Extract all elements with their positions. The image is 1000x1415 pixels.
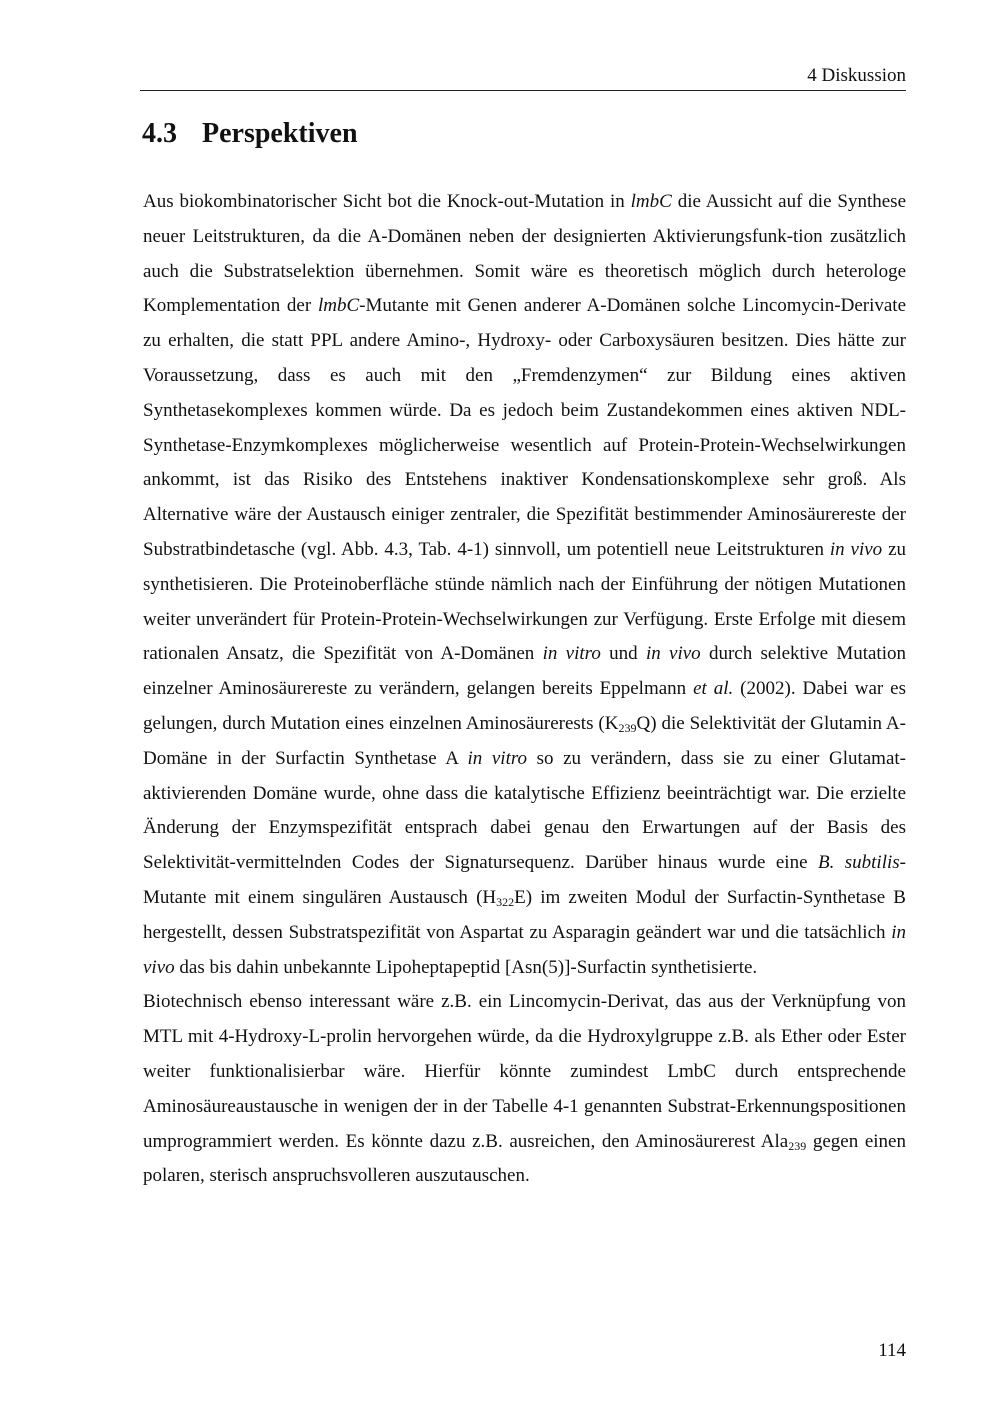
paragraph-perspectives-2 (143, 985, 906, 1194)
latin-term: in vitro (467, 747, 528, 769)
text-run: -Mutante mit Genen anderer A-Domänen solche Lincomycin-Derivate zu erhalten, die statt PPL andere Amino-, Hydroxy- oder Carboxysäuren besitzen. Dies hätte zur Voraussetzung, dass es auch mit den „Fremdenzymen“ zur Bildung eines aktiven Synthetasekomplexes kommen würde. Da es jedoch beim Zustandekommen eines aktiven NDL-Synthetase-Enzymkomplexes möglicherweise wesentlich auf Protein-Protein-Wechselwirkungen ankommt, ist das Risiko des Entstehens inaktiver Kondensationskomplexe sehr groß. Als Alternative wäre der Austausch einiger zentraler, die Spezifität bestimmender Aminosäurereste der Substratbindetasche (vgl. Abb. 4.3, Tab. 4-1) sinnvoll, um potentiell neue Leitstrukturen (143, 295, 906, 560)
gene-name: lmbC (630, 191, 672, 212)
text-run: -prolin hervorgehen würde, da die Hydroxylgruppe z.B. als Ether oder Ester weiter funktionalisierbar wäre. Hierfür könnte zumindest LmbC durch entsprechende Aminosäureaustausche in wenigen der in der Tabelle 4-1 genannten Substrat-Erkennungspositionen umprogrammiert werden. Es könnte dazu z.B. ausreichen, den Aminosäurerest Ala (143, 1026, 906, 1152)
text-run: gegen einen polaren, sterisch anspruchsvolleren auszutauschen. (143, 1130, 906, 1187)
residue-subscript: 322 (496, 894, 515, 909)
section-number: 4.3 (142, 118, 177, 149)
text-run: -Mutante mit einem singulären Austausch (H (143, 852, 906, 908)
running-header-chapter: 4 Diskussion (807, 65, 906, 86)
text-run: durch selektive Mutation einzelner Aminosäurereste zu verändern, gelangen bereits Eppelmann (143, 643, 906, 700)
text-run: die Aussicht auf die Synthese neuer Leitstrukturen, da die A-Domänen neben der designierten Aktivierungsfunk-tion zusätzlich auch die Substratselektion übernehmen. Somit wäre es theoretisch möglich durch heterologe Komplementation der (143, 191, 906, 317)
section-heading (142, 114, 358, 154)
text-run: Aus biokombinatorischer Sicht bot die Knock-out-Mutation in (143, 191, 631, 212)
body-text (143, 185, 906, 1194)
latin-term: in vivo (143, 921, 906, 978)
text-run: (2002). Dabei war es gelungen, durch Mutation eines einzelnen Aminosäurerests (K (143, 678, 906, 734)
section-title: Perspektiven (202, 118, 358, 149)
latin-term: in vitro (542, 643, 601, 665)
text-run: zu synthetisieren. Die Proteinoberfläche stünde nämlich nach der Einführung der nötigen Mutationen weiter unverändert für Protein-Protein-Wechselwirkungen zur Verfügung. Erste Erfolge mit diesem rationalen Ansatz, die Spezifität von A-Domänen (143, 538, 906, 665)
residue-subscript: 239 (788, 1138, 807, 1153)
page-number: 114 (878, 1340, 906, 1361)
citation-et-al: et al. (693, 678, 734, 700)
latin-term: in vivo (645, 643, 701, 665)
residue-subscript: 239 (618, 720, 637, 735)
text-run: Q) die Selektivität der Glutamin A-Domäne in der Surfactin Synthetase A (143, 712, 906, 769)
text-run: E) im zweiten Modul der Surfactin-Synthetase B hergestellt, dessen Substratspezifität von Aspartat zu Asparagin geändert war und die tatsächlich (143, 886, 906, 943)
latin-term: in vivo (829, 538, 883, 560)
text-run: Biotechnisch ebenso interessant wäre z.B. ein Lincomycin-Derivat, das aus der Verknüpfung von MTL mit 4-Hydroxy- (143, 991, 906, 1048)
species-name: B. subtilis (817, 852, 900, 874)
gene-name: lmbC (317, 295, 360, 317)
running-header (140, 62, 906, 91)
text-run: das bis dahin unbekannte Lipoheptapeptid [Asn(5)]-Surfactin synthetisierte. (174, 956, 758, 978)
paragraph-perspectives-1 (143, 185, 906, 985)
text-run: so zu verändern, dass sie zu einer Glutamat-aktivierenden Domäne wurde, ohne dass die katalytische Effizienz beeinträchtigt war. Die erzielte Änderung der Enzymspezifität entsprach dabei genau den Erwartungen auf der Basis des Selektivität-vermittelnden Codes der Signatursequenz. Darüber hinaus wurde eine (143, 747, 906, 874)
stereo-descriptor: L (308, 1026, 321, 1048)
text-run: und (600, 643, 646, 665)
